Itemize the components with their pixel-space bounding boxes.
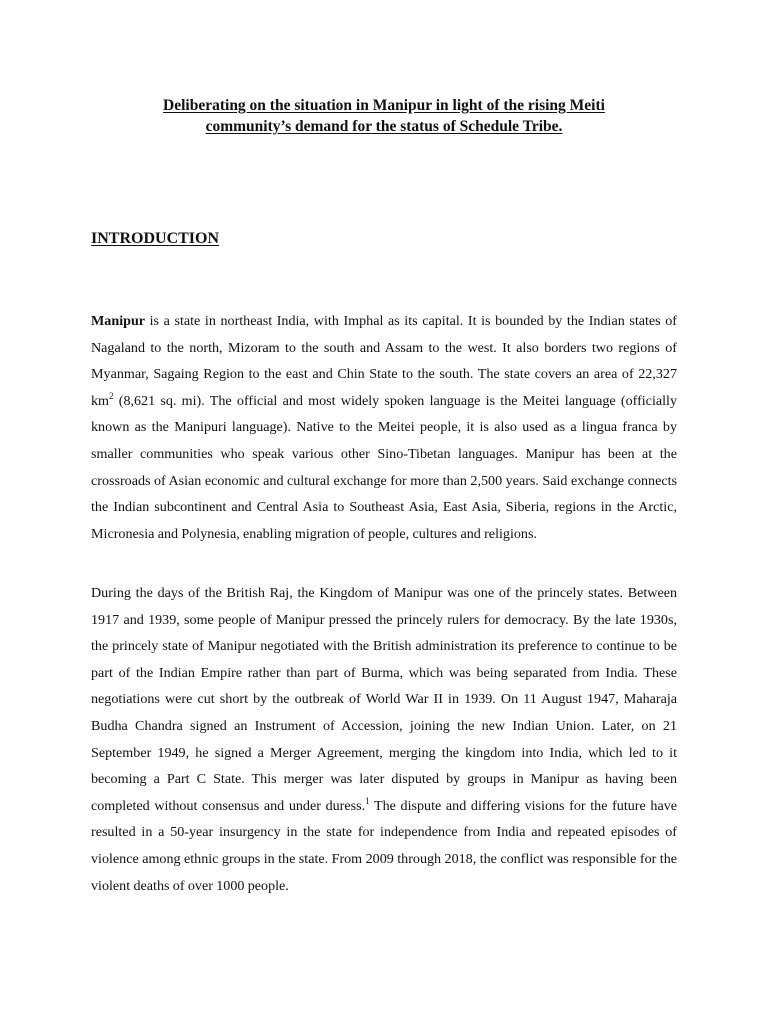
title-line-1: Deliberating on the situation in Manipur in light of the rising Meiti — [163, 97, 605, 114]
paragraph-text: is a state in northeast India, with Imphal as its capital. It is bounded by the Indian states of Nagaland to the north, Mizoram to the south and Assam to the west. It also borders two regions of Myanmar, Sagaing Region to the east and Chin State to the south. The state covers an area of 22,327 km — [91, 313, 677, 409]
paragraph-text: (8,621 sq. mi). The official and most widely spoken language is the Meitei language (officially known as the Manipuri language). Native to the Meitei people, it is also used as a lingua franca by smaller communities who speak various other Sino-Tibetan languages. Manipur has been at the crossroads of Asian economic and cultural exchange for more than 2,500 years. Said exchange connects the Indian subcontinent and Central Asia to Southeast Asia, East Asia, Siberia, regions in the Arctic, Micronesia and Polynesia, enabling migration of people, cultures and religions. — [91, 392, 677, 542]
title-line-2: community’s demand for the status of Schedule Tribe. — [205, 118, 563, 135]
footnote-reference[interactable]: 1 — [365, 795, 370, 806]
intro-paragraph-2 — [91, 580, 677, 899]
paragraph-text: The dispute and differing visions for the future have resulted in a 50-year insurgency in the state for independence from India and repeated episodes of violence among ethnic groups in the state. From 2009 through 2018, the conflict was responsible for the violent deaths of over 1000 people. — [91, 797, 678, 894]
section-heading: INTRODUCTION — [91, 230, 220, 247]
intro-paragraph-1 — [91, 308, 677, 547]
paragraph-text: During the days of the British Raj, the Kingdom of Manipur was one of the princely states. Between 1917 and 1939, some people of Manipur pressed the princely rulers for democracy. By the late 1930s, the princely state of Manipur negotiated with the British administration its preference to continue to be part of the Indian Empire rather than part of Burma, which was being separated from India. These negotiations were cut short by the outbreak of World War II in 1939. On 11 August 1947, Maharaja Budha Chandra signed an Instrument of Accession, joining the new Indian Union. Later, on 21 September 1949, he signed a Merger Agreement, merging the kingdom into India, which led to it becoming a Part C State. This merger was later disputed by groups in Manipur as having been completed without consensus and under duress. — [91, 585, 677, 814]
paragraph-lead-term: Manipur — [91, 313, 146, 329]
document-title — [90, 95, 678, 137]
area-superscript: 2 — [109, 390, 114, 401]
